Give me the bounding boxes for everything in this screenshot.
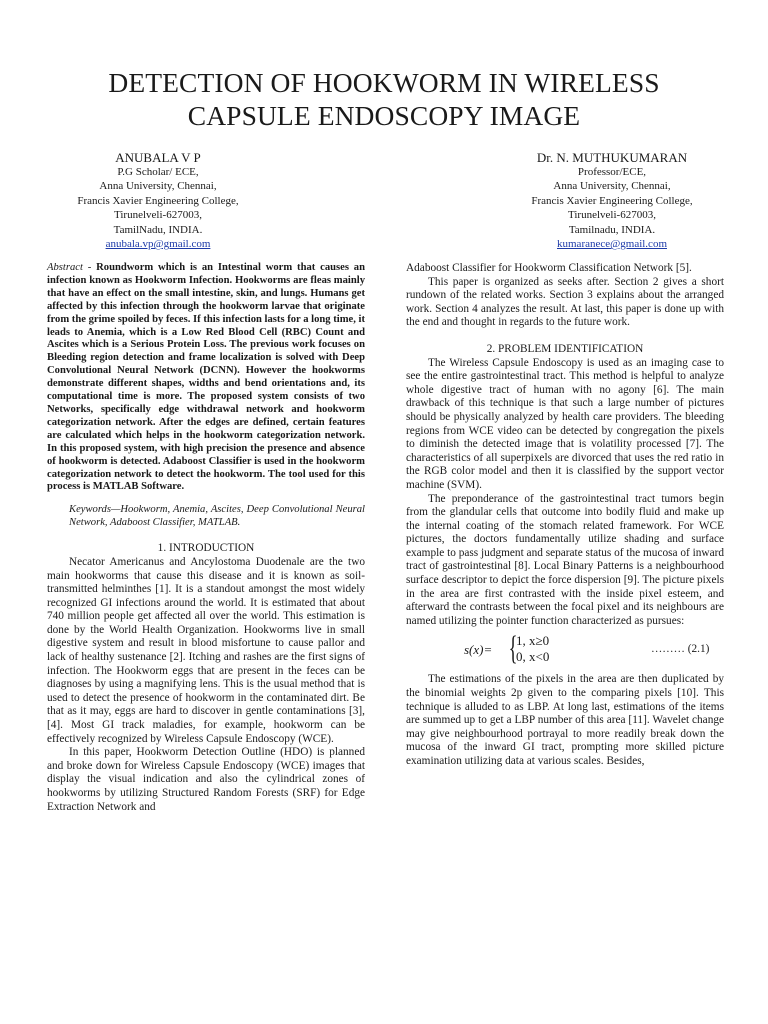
equation-case-2: 0, x<0	[516, 649, 550, 665]
abstract	[47, 262, 365, 494]
paragraph: The Wireless Capsule Endoscopy is used as an imaging case to see the entire gastrointestinal tract. This method is helpful to analyze whole digestive tract of human with no agony [6]. The main drawback of this technique is that such a large number of pictures should be physically analyzed by health care providers. The bleeding regions from WCE video can be detected by congregation the pixels to diminish the detected image that is volatility processed [7]. The characteristics of all superpixels are divorced that uses the red ratio in the RGB color model and then it is classified by the support vector machine (SVM).	[406, 356, 724, 491]
paragraph: Adaboost Classifier for Hookworm Classification Network [5].	[406, 262, 692, 274]
author-name: Dr. N. MUTHUKUMARAN	[536, 150, 688, 165]
section-heading-problem-identification: 2. PROBLEM IDENTIFICATION	[486, 342, 644, 355]
abstract-text: Roundworm which is an Intestinal worm that causes an infection known as Hookworm Infection. Hookworms are fleas mainly that have an effect on the small intestine, skin, and lungs. Humans get affected by this infection through the hookworm larvae that originate from the grime spoiled by feces. If this infection lasts for a long time, it leads to Anemia, which is a Low Red Blood Cell (RBC) Count and Ascites which is a Serious Protein Loss. The previous work focuses on Bleeding region detection and frame localization is solved with Deep Convolutional Neural Network (DCNN). However the hookworms demonstrate different shapes, widths and bend orientations and, its computational time is more. The proposed system consists of two Networks, specifically edge withdrawal network and hookworm categorization network. After the edges are defined, certain features are calculated which helps in the hookworm categorization network. In this proposed system, with high precision the presence and absence of hookworm is detected. Adaboost Classifier is used in the hookworm categorization network to detect the hookworm. The tool used for this process is MATLAB Software.	[47, 262, 365, 493]
author-email-link[interactable]: anubala.vp@gmail.com	[105, 238, 211, 251]
left-column	[47, 262, 365, 814]
author-block-1	[8, 150, 308, 251]
equation-lhs: s(x)=	[464, 642, 493, 658]
author-role: P.G Scholar/ ECE,	[117, 166, 199, 178]
paragraph: This paper is organized as seeks after. Section 2 gives a short rundown of the related works. Section 3 explains about the arranged work. Section 4 analyzes the result. At last, this paper is done up with the end and thought in regards to the future work.	[406, 275, 724, 329]
author-role: Professor/ECE,	[577, 166, 647, 178]
author-college: Francis Xavier Engineering College,	[77, 194, 239, 207]
author-state: Tamilnadu, INDIA.	[568, 223, 656, 236]
equation-number: ……… (2.1)	[651, 643, 710, 656]
author-city: Tirunelveli-627003,	[568, 209, 656, 222]
paragraph: Necator Americanus and Ancylostoma Duodenale are the two main hookworms that cause this disease and it is known as soil-transmitted helminthes [1]. It is a standout amongst the most widely recognized GI infections around the world. It is estimated that about 740 million people get affected all over the world. This estimation is done by the World Health Organization. Hookworms live in small digestive system and result in blood misfortune to cause pallor and lack of healthy sustenance [2]. Itching and rashes are the first signs of infection. The Hookworm eggs that are present in the feces can be diagnoses by using a magnifying lens. This is the usual method that is used to detect the presence of hookworm in the contaminated dirt. Be that as it may, eggs are hard to discover in gentle contaminations [3], [4]. Most GI track maladies, for example, hookworm can be effectively recognized by Wireless Capsule Endoscopy (WCE).	[47, 555, 365, 745]
abstract-dash: -	[82, 262, 97, 273]
abstract-label: Abstract	[47, 262, 83, 273]
paragraph: The preponderance of the gastrointestinal tract tumors begin from the glandular cells that outcome into bodily fluid and make up the internal coating of the stomach related framework. For WCE pictures, the doctors fundamentally utilize shading and surface example to pass judgment and separate status of the mucosa of inward tract of gastrointestinal [8]. Local Binary Patterns is a neighbourhood surface descriptor to depict the force dispersion [9]. The picture pixels in the area are first contrasted with the inside pixel esteem, and afterward the contrasts between the focal pixel and its neighbours are named utilizing the pointer function characterized as pursues:	[406, 492, 724, 627]
author-state: TamilNadu, INDIA.	[113, 223, 203, 236]
section-heading-introduction: 1. INTRODUCTION	[157, 542, 255, 555]
paragraph: The estimations of the pixels in the area are then duplicated by the binomial weights 2p given to the comparing pixels [10]. This technique is alluded to as LBP. At long last, estimations of the items are summed up to get a LBP number of this area [11]. Wavelet change may give neighbourhood portrayal to more readily break down the mucosa of the inward GI tract, prompting more skilled picture examination utilizing data at various scales. Besides,	[406, 673, 724, 767]
paper-title	[30, 66, 738, 132]
author-name: ANUBALA V P	[115, 150, 201, 165]
title-line-1: DETECTION OF HOOKWORM IN WIRELESS	[108, 67, 660, 98]
equation-2-1	[406, 630, 724, 669]
keywords: Keywords—Hookworm, Anemia, Ascites, Deep Convolutional Neural Network, Adaboost Classifier, MATLAB.	[69, 504, 365, 529]
author-university: Anna University, Chennai,	[99, 180, 217, 193]
equation-case-1: 1, x≥0	[516, 633, 550, 649]
author-block-2	[462, 150, 762, 251]
author-city: Tirunelveli-627003,	[114, 209, 202, 222]
author-university: Anna University, Chennai,	[553, 180, 671, 193]
right-column	[406, 262, 724, 769]
equation-brace: {	[508, 630, 518, 668]
author-college: Francis Xavier Engineering College,	[531, 194, 693, 207]
title-line-2: CAPSULE ENDOSCOPY IMAGE	[187, 100, 581, 131]
author-email-link[interactable]: kumaranece@gmail.com	[557, 238, 667, 251]
paragraph: In this paper, Hookworm Detection Outline (HDO) is planned and broke down for Wireless Capsule Endoscopy (WCE) images that display the visual indication and also the cylindrical zones of hookworms by utilizing Structured Random Forests (SRF) for Edge Extraction Network and	[47, 746, 365, 813]
